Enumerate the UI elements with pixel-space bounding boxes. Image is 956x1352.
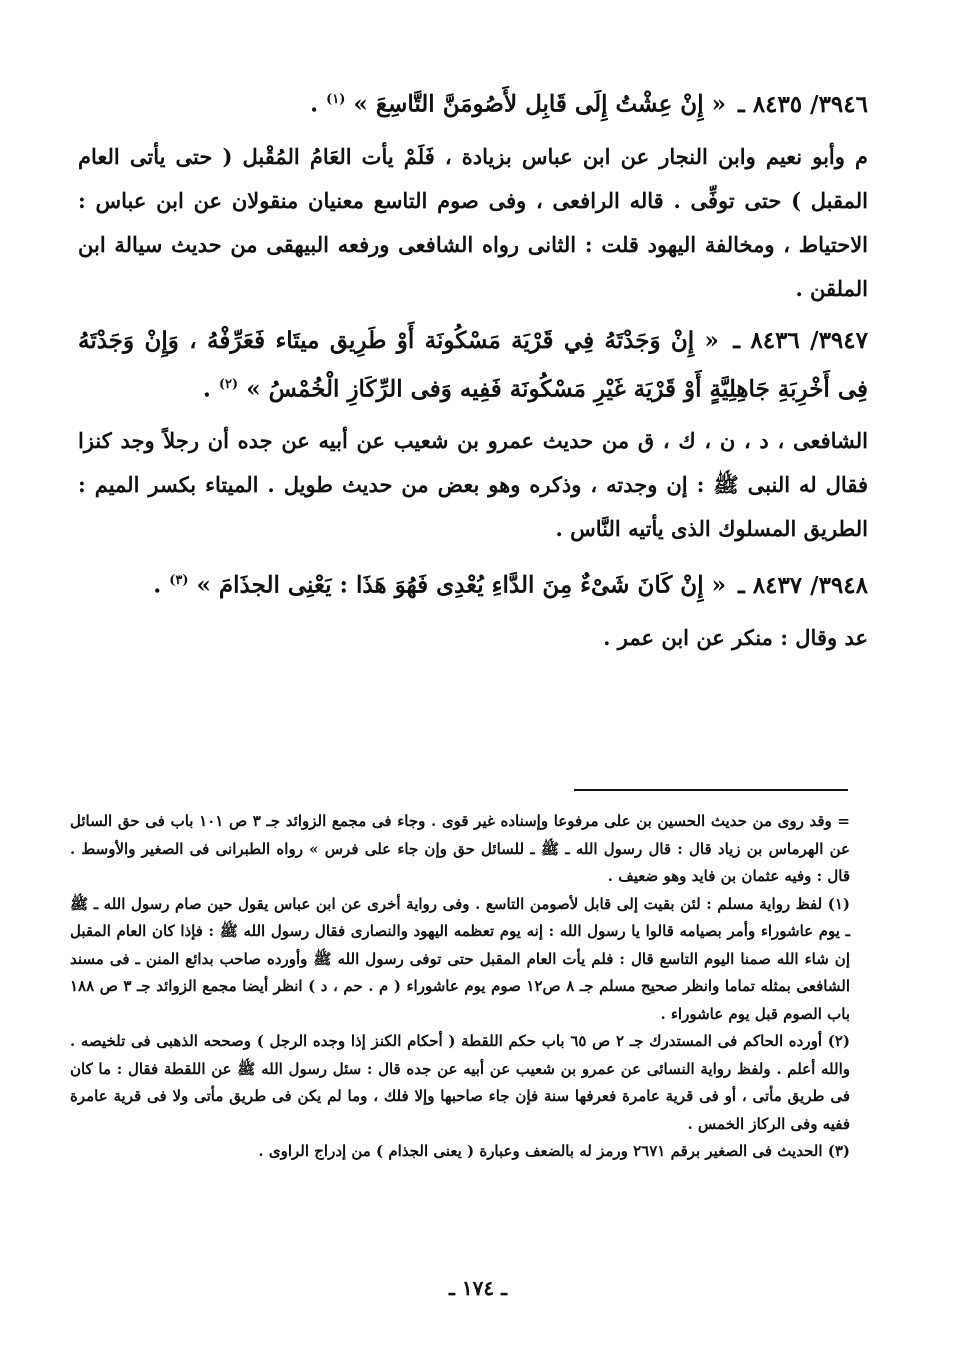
main-text: [78, 78, 868, 668]
page-number: ـ ١٧٤ ـ: [449, 1276, 507, 1300]
hadith-end: .: [310, 90, 319, 118]
footnote-divider: [574, 789, 848, 791]
hadith-text: « إِنْ عِشْتُ إِلَى قَابِل لأَصُومَنَّ التَّاسِعَ »: [353, 90, 726, 118]
footnote-ref: (٢): [218, 376, 239, 392]
hadith-commentary: م وأبو نعيم وابن النجار عن ابن عباس بزيادة ، فَلَمْ يأت العَامُ المُقْبل ( حتى يأتى العام المقبل ) حتى توفِّى . قاله الرافعى ، وفى صوم التاسع معنيان منقولان عن ابن عباس : الاحتياط ، ومخالفة اليهود قلت : الثانى رواه الشافعى ورفعه البيهقى من حديث سيالة ابن الملقن .: [78, 143, 868, 301]
hadith-3948: [78, 559, 868, 608]
footnote-2: (٢) أورده الحاكم فى المستدرك جـ ٢ ص ٦٥ باب حكم اللقطة ( أحكام الكنز إذا وجده الرجل ) وصححه الذهبى فى تلخيصه . والله أعلم . ولفظ رواية النسائى عن عمرو بن شعيب عن أبيه عن جده قال : سئل رسول الله ﷺ عن اللقطة فقال : ما كان فى طريق مأتى ، أو فى قرية عامرة فعرفها سنة فإن جاء صاحبها وإلا فلك ، وما لم يكن فى طريق مأتى ولا فى قرية عامرة ففيه وفى الركاز الخمس .: [70, 1032, 850, 1133]
footnote-1: (١) لفظ رواية مسلم : لئن بقيت إلى قابل لأصومن التاسع . وفى رواية أخرى عن ابن عباس يقول حين صام رسول الله ـ ﷺ ـ يوم عاشوراء وأمر بصيامه قالوا يا رسول الله : إنه يوم تعظمه اليهود والنصارى فقال رسول الله ﷺ : فإذا كان العام المقبل إن شاء الله صمنا اليوم التاسع قال : فلم يأت العام المقبل حتى توفى رسول الله ﷺ وأورده صاحب بدائع المنن ـ فى مسند الشافعى بمثله تماما وانظر صحيح مسلم جـ ٨ ص١٢ صوم يوم عاشوراء ( م . حم ، د ) انظر أيضا مجمع الزوائد جـ ٣ ص ١٨٨ باب الصوم قبل يوم عاشوراء .: [70, 894, 850, 1023]
hadith-number: ٣٩٤٨/ ٨٤٣٧ ـ: [737, 571, 868, 599]
hadith-3947: [78, 319, 868, 412]
hadith-text: « إِنْ كَانَ شَىْءٌ مِنَ الدَّاءِ يُعْدِى فَهُوَ هَذَا : يَعْنِى الجذَامَ »: [196, 571, 726, 599]
footnote-continued: = وقد روى من حديث الحسين بن على مرفوعا وإسناده غير قوى . وجاء فى مجمع الزوائد جـ ٣ ص ١٠١ باب فى حق السائل عن الهرماس بن زياد قال : قال رسول الله ـ ﷺ ـ للسائل حق وإن جاء على فرس » رواه الطبرانى فى الصغير والأوسط . قال : وفيه عثمان بن فايد وهو ضعيف .: [70, 812, 850, 885]
hadith-commentary: الشافعى ، د ، ن ، ك ، ق من حديث عمرو بن شعيب عن أبيه عن جده أن رجلاً وجد كنزا فقال له النبى ﷺ : إن وجدته ، وذكره وهو بعض من حديث طويل . الميتاء بكسر الميم : الطريق المسلوك الذى يأتيه النَّاس .: [78, 428, 868, 542]
hadith-number: ٣٩٤٦/ ٨٤٣٥ ـ: [737, 90, 868, 118]
footnote-3: (٣) الحديث فى الصغير برقم ٢٦٧١ ورمز له بالضعف وعبارة ( يعنى الجذام ) من إدراج الراوى .: [258, 1142, 850, 1160]
hadith-number: ٣٩٤٧/ ٨٤٣٦ ـ: [733, 326, 868, 354]
hadith-end: .: [202, 375, 211, 403]
hadith-end: .: [153, 571, 162, 599]
footnote-ref: (٣): [169, 573, 189, 589]
hadith-3946: [78, 78, 868, 127]
footnote-ref: (١): [326, 92, 346, 107]
hadith-text: « إِنْ وَجَدْتَهُ فِي قَرْيَة مَسْكُونَة أَوْ طَرِيق ميتَاء فَعَرِّفْهُ ، وَإِنْ وَجَدْتَهُ فِى أَخْرِبَةِ جَاهِلِيَّةٍ أَوْ قَرْيَة غَيْرِ مَسْكُونَة فَفِيه وَفى الرِّكَازِ الْخُمْسُ »: [78, 326, 868, 403]
footnotes: [70, 808, 850, 1166]
hadith-commentary: عد وقال : منكر عن ابن عمر .: [603, 624, 868, 650]
